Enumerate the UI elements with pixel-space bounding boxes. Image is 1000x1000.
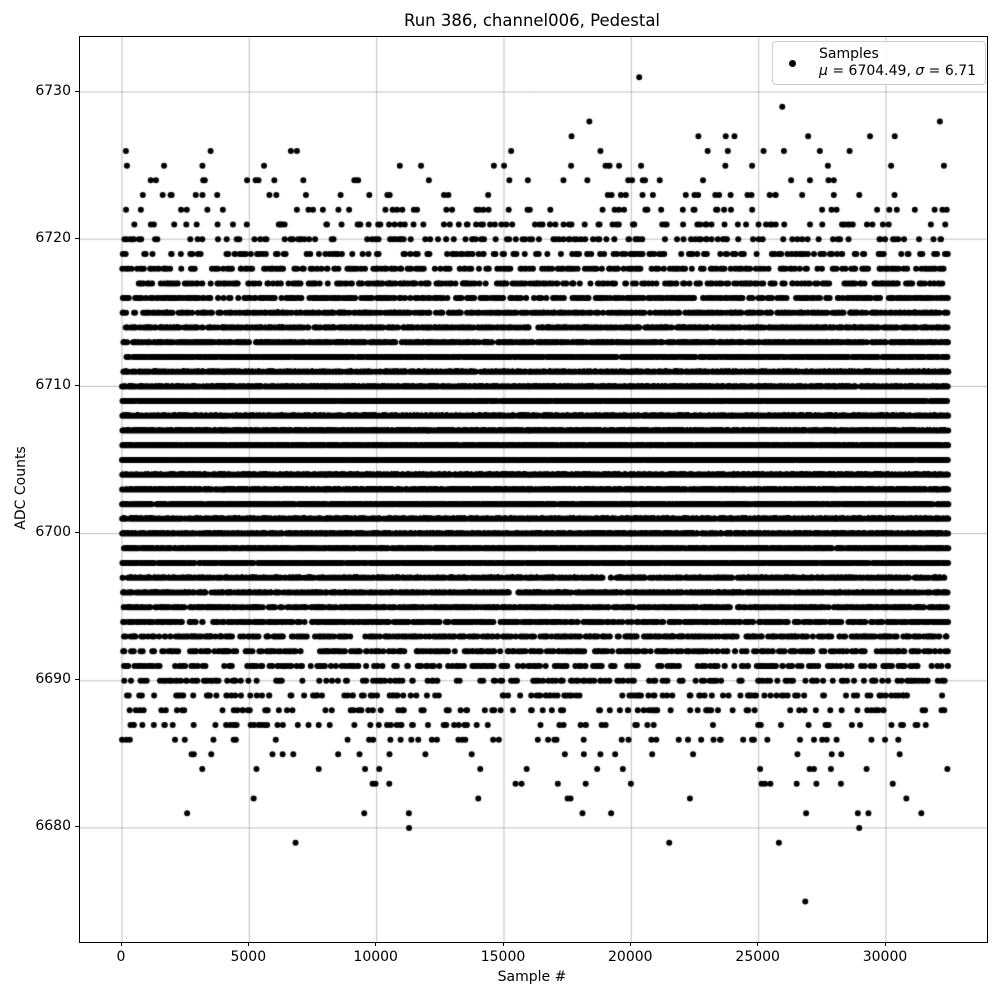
plot-area <box>79 36 988 943</box>
legend-series-label: Samples <box>819 46 879 62</box>
y-tick-label: 6730 <box>35 82 71 99</box>
y-tick-mark <box>75 532 79 533</box>
chart-title: Run 386, channel006, Pedestal <box>403 11 661 30</box>
y-tick-mark <box>75 91 79 92</box>
x-tick-label: 5000 <box>230 949 267 965</box>
legend-marker-dot-icon <box>789 60 796 67</box>
x-tick-label: 10000 <box>353 949 398 965</box>
x-tick-mark <box>248 942 249 946</box>
legend-text-block <box>819 46 976 80</box>
x-tick-mark <box>757 942 758 946</box>
y-tick-mark <box>75 238 79 239</box>
y-tick-label: 6700 <box>35 524 71 541</box>
sigma-value-text: = 6.71 <box>924 63 977 79</box>
x-tick-label: 20000 <box>608 949 653 965</box>
y-tick-mark <box>75 826 79 827</box>
y-tick-label: 6710 <box>35 376 71 393</box>
x-tick-label: 15000 <box>480 949 526 965</box>
x-axis-label: Sample # <box>497 969 567 985</box>
x-tick-label: 0 <box>116 949 126 965</box>
y-tick-label: 6720 <box>35 229 71 246</box>
x-tick-label: 30000 <box>862 949 908 965</box>
scatter-plot-canvas <box>80 37 987 942</box>
x-tick-mark <box>630 942 631 946</box>
sigma-symbol: σ <box>915 63 925 79</box>
x-tick-label: 25000 <box>735 949 780 965</box>
y-tick-label: 6690 <box>35 671 71 688</box>
x-tick-mark <box>375 942 376 946</box>
x-tick-mark <box>121 942 122 946</box>
y-axis-label: ADC Counts <box>13 446 29 530</box>
y-tick-label: 6680 <box>35 818 71 835</box>
y-tick-mark <box>75 385 79 386</box>
legend-stats-label <box>819 63 976 80</box>
mu-symbol: μ <box>819 63 828 79</box>
legend <box>772 41 986 85</box>
mu-value-text: = 6704.49, <box>827 63 916 79</box>
y-tick-mark <box>75 679 79 680</box>
x-tick-mark <box>503 942 504 946</box>
x-tick-mark <box>885 942 886 946</box>
